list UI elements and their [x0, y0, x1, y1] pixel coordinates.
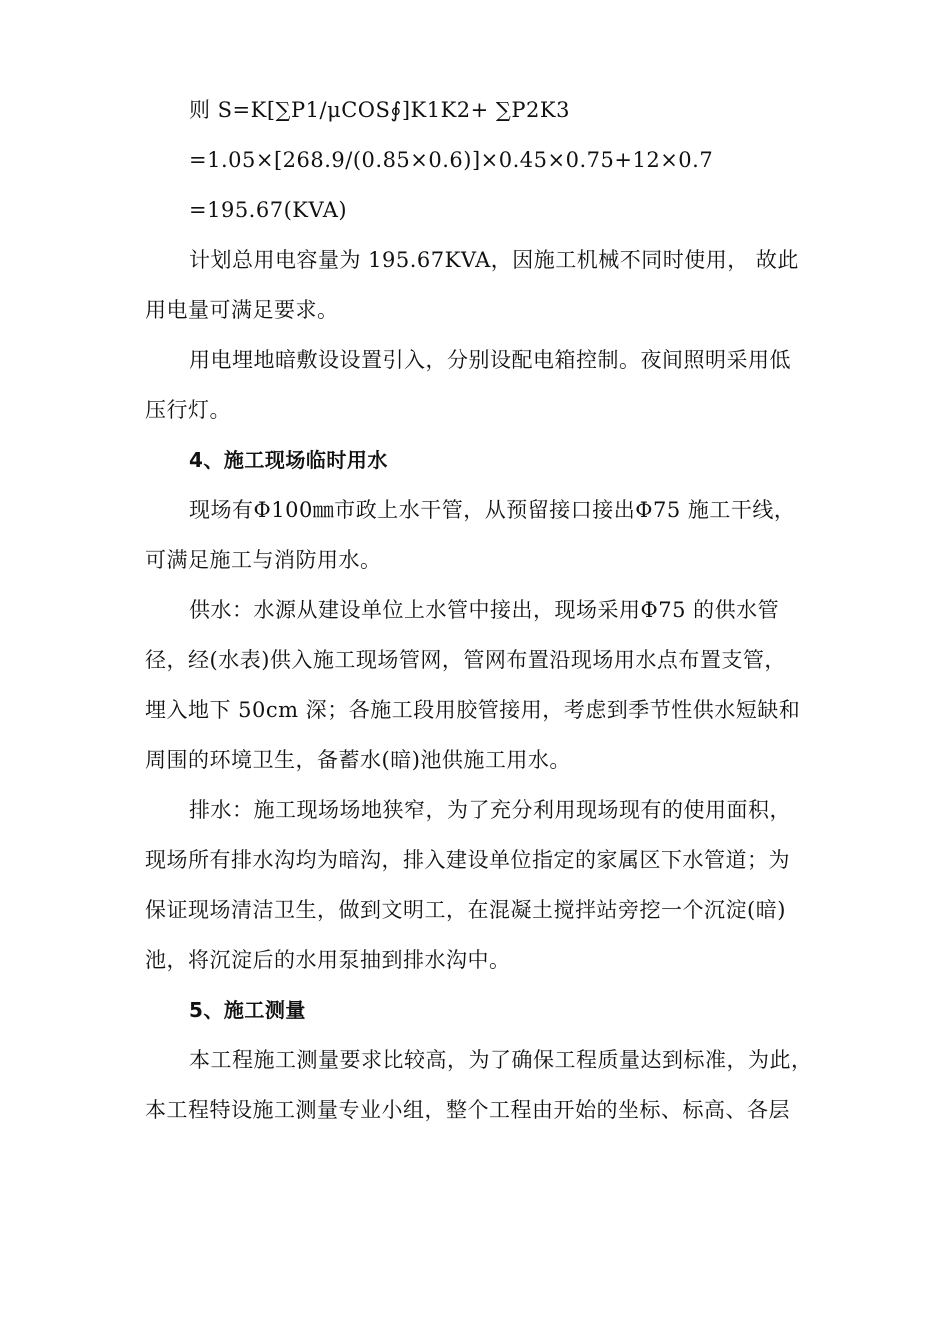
paragraph-line: 用电量可满足要求。: [145, 298, 339, 322]
section-heading-survey: 5、施工测量: [189, 998, 306, 1022]
paragraph-line: 周围的环境卫生，备蓄水(暗)池供施工用水。: [145, 748, 571, 772]
paragraph-line: 可满足施工与消防用水。: [145, 548, 382, 572]
section-heading-water: 4、施工现场临时用水: [189, 448, 388, 472]
formula-line-1: 则 S=K[∑P1/μCOS∮]K1K2+ ∑P2K3: [189, 98, 570, 122]
paragraph-line: 本工程特设施工测量专业小组，整个工程由开始的坐标、标高、各层: [145, 1098, 790, 1122]
paragraph-line: 现场所有排水沟均为暗沟，排入建设单位指定的家属区下水管道；为: [145, 848, 790, 872]
paragraph-line: 现场有Φ100㎜市政上水干管，从预留接口接出Φ75 施工干线，: [189, 498, 796, 522]
paragraph-line: 埋入地下 50cm 深；各施工段用胶管接用，考虑到季节性供水短缺和: [145, 698, 801, 722]
paragraph-line: 本工程施工测量要求比较高，为了确保工程质量达到标准，为此，: [189, 1048, 813, 1072]
formula-line-2: =1.05×[268.9/(0.85×0.6)]×0.45×0.75+12×0.7: [189, 148, 714, 172]
formula-line-3: =195.67(KVA): [189, 198, 348, 222]
paragraph-line: 计划总用电容量为 195.67KVA，因施工机械不同时使用， 故此: [189, 248, 799, 272]
paragraph-line: 用电埋地暗敷设设置引入，分别设配电箱控制。夜间照明采用低: [189, 348, 791, 372]
paragraph-line: 保证现场清洁卫生，做到文明工，在混凝土搅拌站旁挖一个沉淀(暗): [145, 898, 786, 922]
paragraph-line: 供水：水源从建设单位上水管中接出，现场采用Φ75 的供水管: [189, 598, 780, 622]
paragraph-line: 排水：施工现场场地狭窄，为了充分利用现场现有的使用面积，: [189, 798, 791, 822]
paragraph-line: 径，经(水表)供入施工现场管网，管网布置沿现场用水点布置支管，: [145, 648, 786, 672]
paragraph-line: 压行灯。: [145, 398, 231, 422]
paragraph-line: 池，将沉淀后的水用泵抽到排水沟中。: [145, 948, 511, 972]
